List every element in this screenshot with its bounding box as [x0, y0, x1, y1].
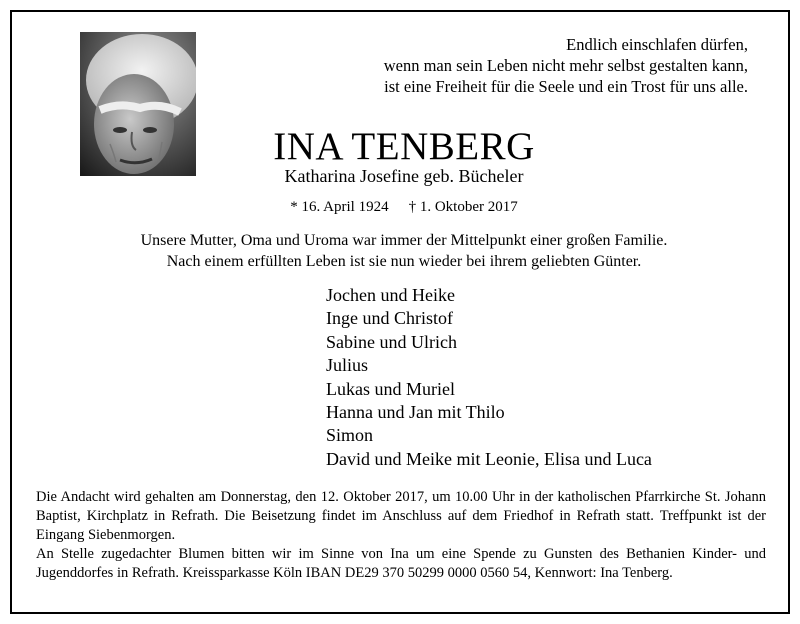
- family-entry: Jochen und Heike: [326, 285, 455, 305]
- intro-text: [0, 230, 800, 272]
- birth-date: * 16. April 1924: [290, 199, 389, 215]
- family-entry: Inge und Christof: [326, 308, 453, 329]
- family-list: [326, 284, 652, 471]
- family-entry: David und Meike mit Leonie, Elisa und Luca: [326, 448, 652, 469]
- deceased-birth-name: Katharina Josefine geb. Bücheler: [284, 166, 524, 186]
- deceased-name: INA TENBERG: [273, 125, 535, 168]
- family-entry: Sabine und Ulrich: [326, 331, 457, 352]
- intro-line: Nach einem erfüllten Leben ist sie nun wieder bei ihrem geliebten Günter.: [166, 253, 642, 270]
- motto-line: wenn man sein Leben nicht mehr selbst gestalten kann,: [383, 56, 748, 75]
- family-entry: Simon: [326, 425, 374, 446]
- donation-info: An Stelle zugedachter Blumen bitten wir im Sinne von Ina um eine Spende zu Gunsten des Bethanien Kinder- und Jugenddorfes in Refrath. Kreissparkasse Köln IBAN DE29 370 50299 0000 0560 54, Kennwort: Ina Tenberg.: [36, 546, 766, 581]
- family-entry: Hanna und Jan mit Thilo: [326, 402, 505, 423]
- intro-line: Unsere Mutter, Oma und Uroma war immer der Mittelpunkt einer großen Familie.: [140, 232, 668, 249]
- motto-quote: [384, 34, 748, 97]
- family-entry: Julius: [326, 355, 369, 376]
- family-entry: Lukas und Muriel: [326, 378, 455, 399]
- death-date: † 1. Oktober 2017: [408, 199, 518, 215]
- ceremony-info: Die Andacht wird gehalten am Donnerstag, den 12. Oktober 2017, um 10.00 Uhr in der katholischen Pfarrkirche St. Johann Baptist, Kirchplatz in Refrath. Die Beisetzung findet im Anschluss auf dem Friedhof in Refrath statt. Treffpunkt ist der Eingang Siebenmorgen.: [36, 489, 766, 543]
- motto-line: Endlich einschlafen dürfen,: [566, 35, 748, 54]
- life-dates: [0, 199, 800, 216]
- motto-line: ist eine Freiheit für die Seele und ein Trost für uns alle.: [384, 77, 748, 96]
- funeral-notice: [36, 488, 766, 583]
